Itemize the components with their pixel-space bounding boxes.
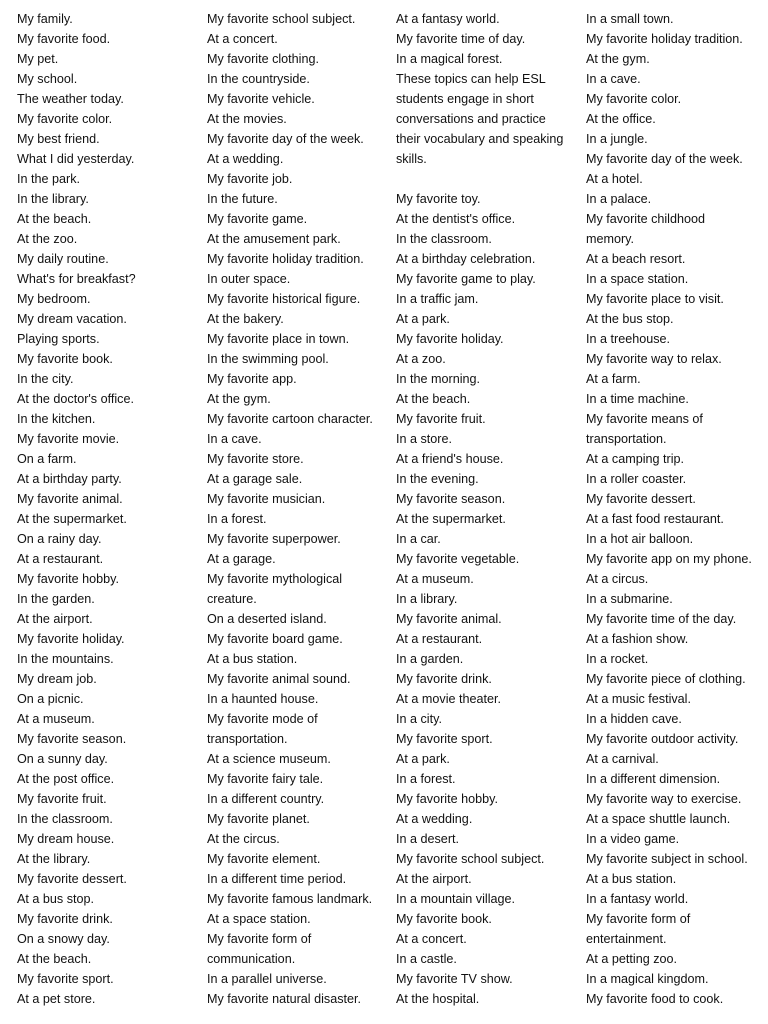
topic-line: My favorite famous landmark.: [207, 892, 373, 906]
topic-line: On a snowy day.: [17, 932, 110, 946]
topic-line: My favorite place in town.: [207, 332, 350, 346]
topic-line: At a garage.: [207, 552, 276, 566]
topic-line: On a deserted island.: [207, 612, 327, 626]
topic-line: My favorite food.: [17, 32, 111, 46]
topic-line: In a rocket.: [586, 652, 649, 666]
topic-line: skills.: [396, 152, 427, 166]
topic-line: My favorite clothing.: [207, 52, 319, 66]
topic-line: At a bus station.: [207, 652, 298, 666]
topic-line: In a garden.: [396, 652, 464, 666]
topic-line: At the beach.: [17, 952, 92, 966]
topic-line: At a garage sale.: [207, 472, 303, 486]
topic-line: At a birthday party.: [17, 472, 122, 486]
topic-line: At a space station.: [207, 912, 311, 926]
topic-line: My favorite childhood: [586, 212, 706, 226]
topic-line: In the morning.: [396, 372, 481, 386]
topic-line: conversations and practice: [396, 112, 546, 126]
topic-line: Playing sports.: [17, 332, 100, 346]
topic-line: In a different country.: [207, 792, 325, 806]
topic-line: communication.: [207, 952, 296, 966]
topic-line: My favorite sport.: [396, 732, 493, 746]
topic-line: What I did yesterday.: [17, 152, 135, 166]
topic-line: In a treehouse.: [586, 332, 671, 346]
topic-line: My favorite store.: [207, 452, 304, 466]
topic-line: At a birthday celebration.: [396, 252, 536, 266]
topic-line: On a sunny day.: [17, 752, 108, 766]
topic-line: At a restaurant.: [396, 632, 483, 646]
topic-line: My favorite way to relax.: [586, 352, 722, 366]
topic-line: At a restaurant.: [17, 552, 104, 566]
topic-line: My favorite season.: [396, 492, 506, 506]
topic-line: transportation.: [207, 732, 288, 746]
topic-line: At the zoo.: [17, 232, 78, 246]
topic-line: In the countryside.: [207, 72, 310, 86]
topic-line: My favorite subject in school.: [586, 852, 748, 866]
topic-line: My favorite fruit.: [396, 412, 486, 426]
topic-line: In a desert.: [396, 832, 460, 846]
topic-line: In a library.: [396, 592, 458, 606]
topic-line: At a farm.: [586, 372, 641, 386]
topic-line: At a circus.: [586, 572, 649, 586]
topic-line: My favorite holiday.: [396, 332, 504, 346]
topic-line: In a magical forest.: [396, 52, 503, 66]
topic-line: My favorite fairy tale.: [207, 772, 324, 786]
topic-line: At a camping trip.: [586, 452, 684, 466]
topic-line: At the airport.: [396, 872, 472, 886]
topic-line: At a fast food restaurant.: [586, 512, 724, 526]
topic-line: At a movie theater.: [396, 692, 502, 706]
topic-line: At the airport.: [17, 612, 93, 626]
topic-line: At a fashion show.: [586, 632, 689, 646]
topic-line: My favorite book.: [17, 352, 113, 366]
topic-line: My favorite planet.: [207, 812, 310, 826]
topic-line: In outer space.: [207, 272, 291, 286]
topic-line: My favorite school subject.: [207, 12, 356, 26]
topic-line: My favorite animal.: [17, 492, 123, 506]
topic-line: My favorite day of the week.: [586, 152, 743, 166]
topic-line: My favorite day of the week.: [207, 132, 364, 146]
topic-line: At the hospital.: [396, 992, 480, 1006]
topic-line: In a haunted house.: [207, 692, 319, 706]
topic-line: memory.: [586, 232, 635, 246]
topic-line: My favorite job.: [207, 172, 293, 186]
topic-line: My favorite time of day.: [396, 32, 526, 46]
topic-line: At a concert.: [207, 32, 278, 46]
topic-line: The weather today.: [17, 92, 124, 106]
topic-line: My favorite historical figure.: [207, 292, 361, 306]
topic-line: What's for breakfast?: [17, 272, 136, 286]
topic-line: My dream job.: [17, 672, 97, 686]
topic-line: My favorite form of: [586, 912, 691, 926]
topic-line: At a beach resort.: [586, 252, 686, 266]
topic-line: My favorite food to cook.: [586, 992, 724, 1006]
topic-line: In the park.: [17, 172, 81, 186]
topic-line: At a zoo.: [396, 352, 446, 366]
topic-line: In a time machine.: [586, 392, 689, 406]
topic-line: At the dentist's office.: [396, 212, 516, 226]
topic-line: My favorite TV show.: [396, 972, 513, 986]
topic-line: At a hotel.: [586, 172, 643, 186]
topic-line: My favorite cartoon character.: [207, 412, 373, 426]
topic-line: My best friend.: [17, 132, 100, 146]
topic-line: My favorite sport.: [17, 972, 114, 986]
topic-line: In a video game.: [586, 832, 680, 846]
topic-line: My favorite form of: [207, 932, 312, 946]
topic-line: At a friend's house.: [396, 452, 504, 466]
topic-line: My family.: [17, 12, 73, 26]
topic-line: their vocabulary and speaking: [396, 132, 564, 146]
topic-line: My favorite board game.: [207, 632, 343, 646]
topic-line: My favorite holiday tradition.: [207, 252, 364, 266]
topic-line: At a bus station.: [586, 872, 677, 886]
topic-line: In the garden.: [17, 592, 95, 606]
topic-line: In a mountain village.: [396, 892, 516, 906]
topic-column-3: [396, 9, 576, 1009]
topic-line: My favorite color.: [586, 92, 682, 106]
topic-line: In a palace.: [586, 192, 652, 206]
topic-line: My favorite holiday.: [17, 632, 125, 646]
topic-line: My favorite book.: [396, 912, 492, 926]
topic-line: At a carnival.: [586, 752, 659, 766]
topic-line: At a museum.: [17, 712, 95, 726]
topic-line: My favorite drink.: [17, 912, 113, 926]
topic-line: At the office.: [586, 112, 656, 126]
topic-line: My favorite dessert.: [17, 872, 127, 886]
topic-line: My favorite element.: [207, 852, 321, 866]
topic-line: My favorite animal sound.: [207, 672, 351, 686]
topic-line: At the library.: [17, 852, 91, 866]
topic-line: In a store.: [396, 432, 453, 446]
topic-line: These topics can help ESL: [396, 72, 546, 86]
topic-line: My favorite app on my phone.: [586, 552, 752, 566]
topic-line: My favorite fruit.: [17, 792, 107, 806]
topic-line: At the beach.: [396, 392, 471, 406]
topic-line: In the library.: [17, 192, 89, 206]
topic-line: At the movies.: [207, 112, 287, 126]
topic-line: transportation.: [586, 432, 667, 446]
topic-line: creature.: [207, 592, 257, 606]
topic-line: On a picnic.: [17, 692, 84, 706]
topic-line: In a hidden cave.: [586, 712, 682, 726]
topic-line: At the circus.: [207, 832, 280, 846]
topic-line: My favorite toy.: [396, 192, 481, 206]
topic-line: At the doctor's office.: [17, 392, 134, 406]
topic-line: In a small town.: [586, 12, 674, 26]
topic-line: On a rainy day.: [17, 532, 102, 546]
topic-line: In a car.: [396, 532, 441, 546]
topic-line: In a jungle.: [586, 132, 648, 146]
topic-column-2: [207, 9, 389, 1009]
topic-line: My favorite vegetable.: [396, 552, 520, 566]
topic-line: My favorite vehicle.: [207, 92, 315, 106]
topic-line: At the supermarket.: [396, 512, 506, 526]
topic-line: My favorite season.: [17, 732, 127, 746]
topic-line: In a traffic jam.: [396, 292, 479, 306]
topic-line: At the bakery.: [207, 312, 284, 326]
topic-line: In the mountains.: [17, 652, 114, 666]
topic-line: My favorite game.: [207, 212, 308, 226]
topic-line: My favorite time of the day.: [586, 612, 737, 626]
topic-line: In a castle.: [396, 952, 457, 966]
topic-line: My favorite superpower.: [207, 532, 341, 546]
topic-line: My favorite app.: [207, 372, 297, 386]
topic-line: My favorite mythological: [207, 572, 343, 586]
topic-column-1: [17, 9, 193, 1009]
topic-line: At the gym.: [586, 52, 650, 66]
topic-line: At a space shuttle launch.: [586, 812, 731, 826]
topic-line: At a wedding.: [396, 812, 473, 826]
topic-line: In the swimming pool.: [207, 352, 329, 366]
topic-line: In the kitchen.: [17, 412, 96, 426]
topic-line: My favorite holiday tradition.: [586, 32, 743, 46]
topic-line: On a farm.: [17, 452, 77, 466]
topic-line: My favorite musician.: [207, 492, 326, 506]
topic-line: In a forest.: [207, 512, 267, 526]
topic-line: In the future.: [207, 192, 278, 206]
topic-line: At a wedding.: [207, 152, 284, 166]
topic-line: In a different dimension.: [586, 772, 721, 786]
topic-line: In a roller coaster.: [586, 472, 687, 486]
topic-line: students engage in short: [396, 92, 534, 106]
topic-line: At a petting zoo.: [586, 952, 678, 966]
topic-line: My favorite outdoor activity.: [586, 732, 739, 746]
topic-line: In the classroom.: [396, 232, 492, 246]
topic-line: In a cave.: [207, 432, 262, 446]
topic-line: At the supermarket.: [17, 512, 127, 526]
topic-line: My favorite means of: [586, 412, 703, 426]
topic-line: My favorite hobby.: [17, 572, 119, 586]
topic-line: My favorite animal.: [396, 612, 502, 626]
topic-line: At the gym.: [207, 392, 271, 406]
topic-line: At a bus stop.: [17, 892, 95, 906]
topic-line: My pet.: [17, 52, 59, 66]
topic-line: At a music festival.: [586, 692, 691, 706]
topic-line: In a space station.: [586, 272, 689, 286]
topic-line: My favorite dessert.: [586, 492, 696, 506]
topic-line: My favorite natural disaster.: [207, 992, 361, 1006]
topic-line: My favorite hobby.: [396, 792, 498, 806]
topic-line: In a forest.: [396, 772, 456, 786]
topic-line: In a fantasy world.: [586, 892, 689, 906]
topic-line: My favorite piece of clothing.: [586, 672, 746, 686]
topic-line: My school.: [17, 72, 78, 86]
topic-line: At the bus stop.: [586, 312, 674, 326]
topic-line: At a park.: [396, 312, 450, 326]
topic-line: At a museum.: [396, 572, 474, 586]
topic-line: In a magical kingdom.: [586, 972, 709, 986]
topic-line: At the post office.: [17, 772, 115, 786]
topic-column-4: [586, 9, 762, 1009]
topic-line: In a cave.: [586, 72, 641, 86]
topic-line: In a different time period.: [207, 872, 347, 886]
topic-line: In the evening.: [396, 472, 479, 486]
topic-line: At the beach.: [17, 212, 92, 226]
topic-line: In the classroom.: [17, 812, 113, 826]
topic-line: At the amusement park.: [207, 232, 341, 246]
topic-line: My dream house.: [17, 832, 115, 846]
topic-line: My favorite mode of: [207, 712, 318, 726]
topic-line: My favorite movie.: [17, 432, 120, 446]
topic-line: My favorite game to play.: [396, 272, 536, 286]
topic-line: My dream vacation.: [17, 312, 127, 326]
topic-line: My favorite color.: [17, 112, 113, 126]
topic-line: My favorite way to exercise.: [586, 792, 742, 806]
topic-line: At a science museum.: [207, 752, 331, 766]
topic-line: My favorite drink.: [396, 672, 492, 686]
topic-line: At a concert.: [396, 932, 467, 946]
topic-line: At a park.: [396, 752, 450, 766]
topic-line: My favorite school subject.: [396, 852, 545, 866]
topic-line: At a pet store.: [17, 992, 96, 1006]
topic-line: In a submarine.: [586, 592, 673, 606]
topic-line: My daily routine.: [17, 252, 109, 266]
topic-line: My bedroom.: [17, 292, 91, 306]
topic-line: In a parallel universe.: [207, 972, 327, 986]
topic-line: My favorite place to visit.: [586, 292, 724, 306]
blank-line: [396, 169, 576, 189]
topic-line: entertainment.: [586, 932, 667, 946]
topic-line: In a city.: [396, 712, 442, 726]
topic-line: In the city.: [17, 372, 74, 386]
topic-line: In a hot air balloon.: [586, 532, 694, 546]
topic-line: At a fantasy world.: [396, 12, 500, 26]
